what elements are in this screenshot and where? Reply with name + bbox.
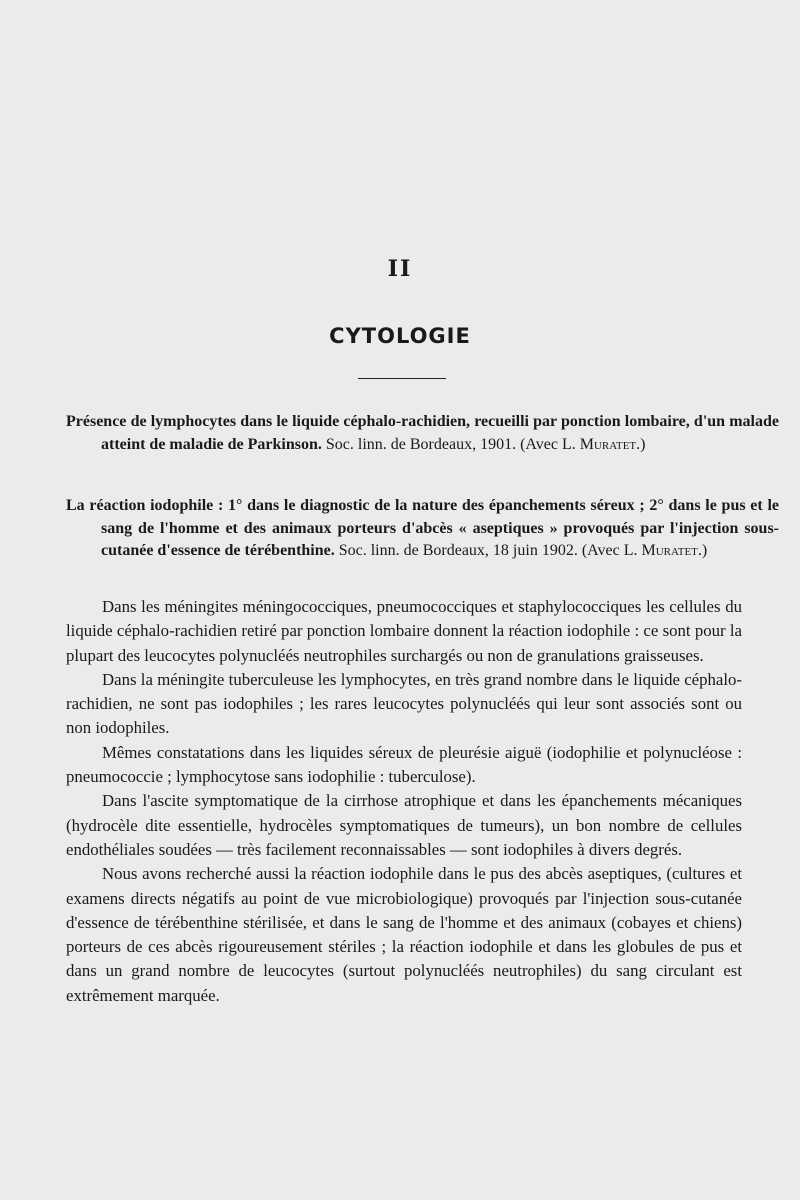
reference-2-title: La réaction iodophile : 1° dans le diagnostic de la nature des épanchements séreux ; 2° dans le pus et le sang de l'homme et des animaux porteurs d'abcès « aseptiques » provoqués par l'injection sous-cutanée d'essence de térébenthine. [66,497,779,559]
reference-2-collab-name: Muratet [641,542,698,559]
paragraph: Dans l'ascite symptomatique de la cirrhose atrophique et dans les épanchements mécaniques (hydrocèle dite essentielle, hydrocèles symptomatiques de tumeurs), un bon nombre de cellules endothéliales soudées — très facilement reconnaissables — sont iodophiles à divers degrés. [66,791,742,859]
reference-1-title: Présence de lymphocytes dans le liquide céphalo-rachidien, recueilli par ponction lombaire, d'un malade atteint de maladie de Parkinson. [66,413,779,453]
paragraph: Mêmes constatations dans les liquides séreux de pleurésie aiguë (iodophilie et polynucléose : pneumococcie ; lymphocytose sans iodophilie : tuberculose). [66,742,742,787]
reference-2-collab-suffix: .) [697,542,708,559]
paragraph: Dans la méningite tuberculeuse les lymphocytes, en très grand nombre dans le liquide céphalo-rachidien, ne sont pas iodophiles ; les rares leucocytes polynucléés qui leur sont associés sont ou non iodophiles. [66,669,742,738]
paragraph: Nous avons recherché aussi la réaction iodophile dans le pus des abcès aseptiques, (cultures et examens directs négatifs au point de vue microbiologique) provoqués par l'injection sous-cutanée d'essence de térébenthine stérilisée, et dans le sang de l'homme et des animaux (cobayes et chiens) porteurs de ces abcès rigoureusement stériles ; la réaction iodophile et dans les globules de pus et dans un grand nombre de leucocytes (surtout polynucléés neutrophiles) du sang circulant est extrêmement marquée. [66,864,742,1005]
section-number: II [387,256,413,282]
reference-1-collab-name: Muratet [579,435,637,453]
reference-1-collab-suffix: .) [636,435,646,453]
section-title: CYTOLOGIE [329,324,471,348]
title-rule [358,378,446,379]
reference-2-collab-prefix: (Avec L. [577,542,642,559]
reference-2 [66,495,779,563]
reference-2-source: Soc. linn. de Bordeaux, 18 juin 1902. [334,542,578,559]
reference-1-source: Soc. linn. de Bordeaux, 1901. [321,435,517,453]
reference-1-collab-prefix: (Avec L. [516,435,580,453]
paragraph: Dans les méningites méningococciques, pneumococciques et staphylococciques les cellules du liquide céphalo-rachidien retiré par ponction lombaire donnent la réaction iodophile : ce sont pour la plupart des leucocytes polynucléés neutrophiles surchargés ou non de granulations graisseuses. [66,597,742,665]
reference-1 [66,411,779,456]
body-text [66,595,742,1008]
